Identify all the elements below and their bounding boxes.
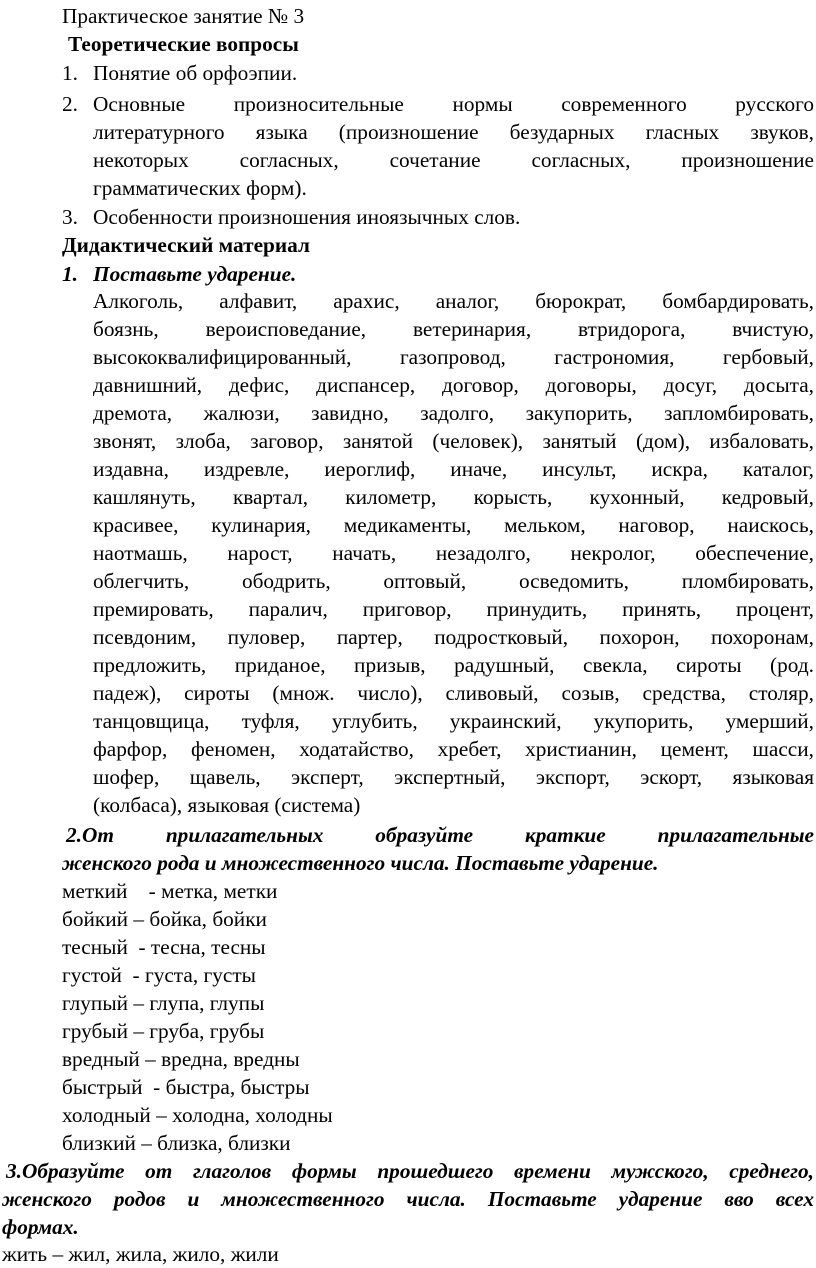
task-title: 3.Образуйте от глаголов формы прошедшего времени мужского, среднего, [6, 1159, 814, 1183]
section-heading-didactic: Дидактический материал [62, 233, 310, 257]
question-text: Понятие об орфоэпии. [93, 61, 298, 85]
word-list-line: премировать, паралич, приговор, принудить, принять, процент, [93, 597, 814, 621]
question-number: 1. [62, 61, 78, 85]
word-list-line: Алкоголь, алфавит, арахис, аналог, бюрократ, бомбардировать, [93, 289, 814, 313]
answer-line: тесный - тесна, тесны [62, 935, 266, 959]
task-title: женского родов и множественного числа. Поставьте ударение вво всех [2, 1187, 814, 1211]
question-number: 2. [62, 92, 78, 116]
section-heading-theory: Теоретические вопросы [68, 32, 299, 56]
answer-line: холодный – холодна, холодны [62, 1103, 333, 1127]
question-text: некоторых согласных, сочетание согласных, произношение [93, 148, 814, 172]
answer-line: меткий - метка, метки [62, 879, 278, 903]
word-list-line: наотмашь, нарост, начать, незадолго, некролог, обеспечение, [93, 541, 814, 565]
answer-line: бойкий – бойка, бойки [62, 907, 267, 931]
word-list-line: облегчить, ободрить, оптовый, осведомить, пломбировать, [93, 569, 814, 593]
question-number: 3. [62, 205, 78, 229]
answer-line: глупый – глупа, глупы [62, 991, 265, 1015]
word-list-line: предложить, приданое, призыв, радушный, свекла, сироты (род. [93, 653, 814, 677]
task-title: Поставьте ударение. [93, 262, 297, 286]
answer-line: густой - густа, густы [62, 963, 256, 987]
answer-line: вредный – вредна, вредны [62, 1047, 300, 1071]
task-title: 2.От прилагательных образуйте краткие прилагательные [66, 823, 814, 847]
question-text: литературного языка (произношение безударных гласных звуков, [93, 120, 814, 144]
word-list-line: высококвалифицированный, газопровод, гастрономия, гербовый, [93, 345, 814, 369]
word-list-line: давнишний, дефис, диспансер, договор, договоры, досуг, досыта, [93, 373, 814, 397]
page-title: Практическое занятие № 3 [62, 4, 305, 28]
task-title: женского рода и множественного числа. Поставьте ударение. [62, 851, 659, 875]
word-list-line: звонят, злоба, заговор, занятой (человек), занятый (дом), избаловать, [93, 429, 814, 453]
word-list-line: падеж), сироты (множ. число), сливовый, созыв, средства, столяр, [93, 681, 814, 705]
word-list-line: фарфор, феномен, ходатайство, хребет, христианин, цемент, шасси, [93, 737, 814, 761]
word-list-line: дремота, жалюзи, завидно, задолго, закупорить, запломбировать, [93, 401, 814, 425]
answer-line: грубый – груба, грубы [62, 1019, 265, 1043]
question-text: Особенности произношения иноязычных слов. [93, 205, 521, 229]
question-text: Основные произносительные нормы современного русского [93, 92, 814, 116]
answer-line: близкий – близка, близки [62, 1131, 291, 1155]
word-list-line: красивее, кулинария, медикаменты, мельком, наговор, наискось, [93, 513, 814, 537]
word-list-line: боязнь, вероисповедание, ветеринария, втридорога, вчистую, [93, 317, 814, 341]
answer-line: быстрый - быстра, быстры [62, 1075, 310, 1099]
answer-line: жить – жил, жила, жило, жили [2, 1242, 279, 1266]
word-list-line: издавна, издревле, иероглиф, иначе, инсульт, искра, каталог, [93, 457, 814, 481]
word-list-line: (колбаса), языковая (система) [93, 793, 361, 817]
word-list-line: кашлянуть, квартал, километр, корысть, кухонный, кедровый, [93, 485, 814, 509]
word-list-line: псевдоним, пуловер, партер, подростковый, похорон, похоронам, [93, 625, 814, 649]
word-list-line: шофер, щавель, эксперт, экспертный, экспорт, эскорт, языковая [93, 765, 814, 789]
task-title: формах. [2, 1215, 79, 1239]
question-text: грамматических форм). [93, 176, 307, 200]
task-number: 1. [62, 262, 78, 286]
word-list-line: танцовщица, туфля, углубить, украинский, укупорить, умерший, [93, 709, 814, 733]
